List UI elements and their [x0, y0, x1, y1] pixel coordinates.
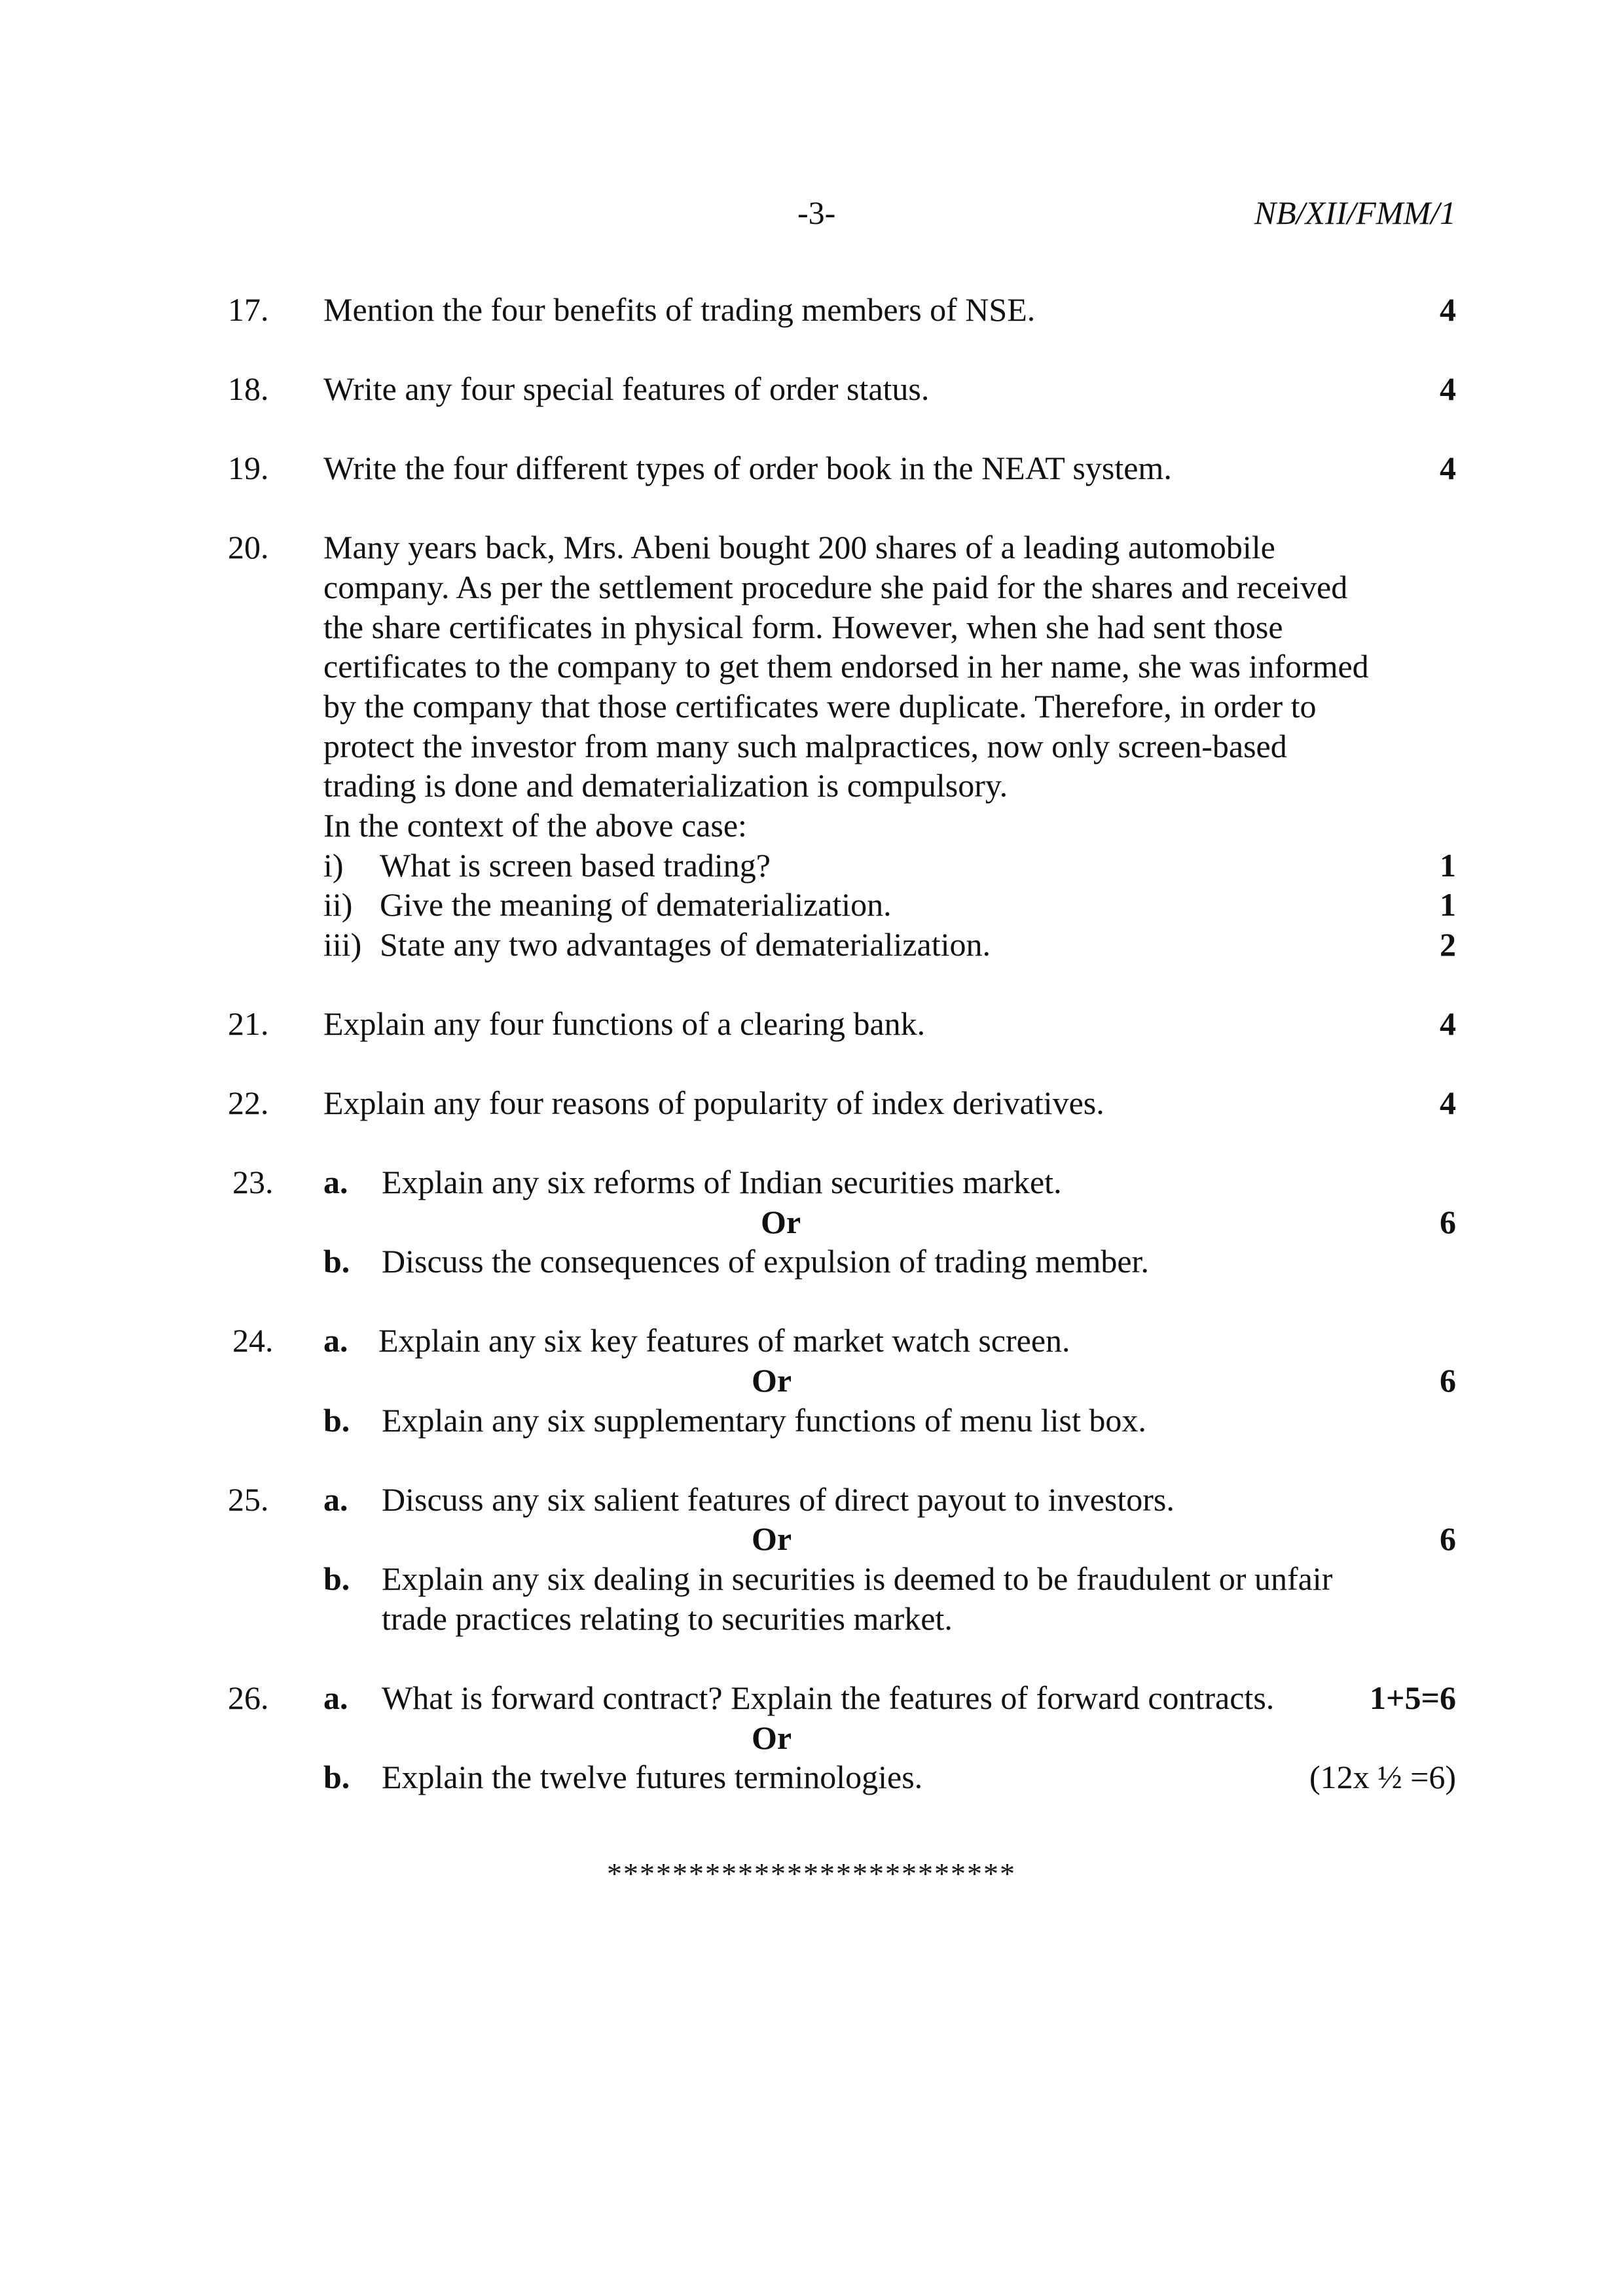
question-number: 19.	[228, 450, 269, 486]
question-number: 23.	[232, 1164, 274, 1200]
option-a-text: What is forward contract? Explain the features of forward contracts.	[382, 1679, 1275, 1716]
question-mark: 4	[1440, 450, 1456, 486]
or-separator: Or	[761, 1204, 801, 1240]
case-line: by the company that those certificates were duplicate. Therefore, in order to	[323, 688, 1317, 725]
question-mark: 4	[1440, 1085, 1456, 1121]
question-mark: 4	[1440, 370, 1456, 407]
or-separator: Or	[752, 1520, 792, 1557]
part-mark: 1	[1440, 886, 1456, 923]
question-text: Mention the four benefits of trading members of NSE.	[323, 291, 1036, 328]
paper-code: NB/XII/FMM/1	[1254, 194, 1456, 231]
option-b-label: b.	[323, 1402, 350, 1439]
option-a-label: a.	[323, 1481, 348, 1518]
part-text: Give the meaning of dematerialization.	[380, 886, 892, 923]
option-a-text: Discuss any six salient features of direct payout to investors.	[382, 1481, 1175, 1518]
question-number: 25.	[228, 1481, 269, 1518]
question-number: 24.	[232, 1322, 274, 1359]
part-mark: 1	[1440, 847, 1456, 884]
question-mark: 4	[1440, 1005, 1456, 1042]
option-a-label: a.	[323, 1164, 348, 1200]
page-number: -3-	[797, 194, 836, 231]
case-line: certificates to the company to get them endorsed in her name, she was informed	[323, 648, 1369, 685]
question-number: 17.	[228, 291, 269, 328]
case-line: In the context of the above case:	[323, 807, 747, 844]
or-separator: Or	[752, 1362, 792, 1399]
option-b-text: Explain the twelve futures terminologies.	[382, 1759, 923, 1795]
option-b-text: Discuss the consequences of expulsion of trading member.	[382, 1243, 1149, 1280]
case-line: protect the investor from many such malpractices, now only screen-based	[323, 728, 1287, 764]
part-label: i)	[323, 847, 344, 884]
option-a-mark: 1+5=6	[1370, 1679, 1456, 1716]
option-a-label: a.	[323, 1679, 348, 1716]
option-b-text: Explain any six supplementary functions of menu list box.	[382, 1402, 1146, 1439]
question-text: Explain any four functions of a clearing bank.	[323, 1005, 926, 1042]
question-mark: 6	[1440, 1362, 1456, 1399]
part-text: What is screen based trading?	[380, 847, 771, 884]
case-line: the share certificates in physical form. However, when she had sent those	[323, 609, 1283, 645]
part-text: State any two advantages of dematerialization.	[380, 926, 991, 963]
option-b-text: Explain any six dealing in securities is deemed to be fraudulent or unfair	[382, 1560, 1333, 1597]
question-mark: 4	[1440, 291, 1456, 328]
question-mark: 6	[1440, 1204, 1456, 1240]
question-number: 26.	[228, 1679, 269, 1716]
option-b-text-continued: trade practices relating to securities market.	[382, 1600, 953, 1637]
question-mark: 6	[1440, 1520, 1456, 1557]
option-b-label: b.	[323, 1243, 350, 1280]
question-number: 18.	[228, 370, 269, 407]
option-b-mark: (12x ½ =6)	[1309, 1759, 1456, 1795]
question-text: Write any four special features of order status.	[323, 370, 930, 407]
or-separator: Or	[752, 1719, 792, 1756]
case-line: trading is done and dematerialization is compulsory.	[323, 767, 1008, 804]
question-number: 21.	[228, 1005, 269, 1042]
option-a-text: Explain any six key features of market watch screen.	[378, 1322, 1070, 1359]
option-b-label: b.	[323, 1759, 350, 1795]
question-text: Explain any four reasons of popularity of index derivatives.	[323, 1085, 1104, 1121]
part-label: ii)	[323, 886, 353, 923]
option-a-text: Explain any six reforms of Indian securities market.	[382, 1164, 1062, 1200]
part-label: iii)	[323, 926, 362, 963]
end-of-paper-stars: *************************	[607, 1857, 1016, 1890]
option-a-label: a.	[323, 1322, 348, 1359]
question-number: 20.	[228, 529, 269, 565]
question-number: 22.	[228, 1085, 269, 1121]
case-line: Many years back, Mrs. Abeni bought 200 shares of a leading automobile	[323, 529, 1275, 565]
part-mark: 2	[1440, 926, 1456, 963]
question-text: Write the four different types of order book in the NEAT system.	[323, 450, 1172, 486]
option-b-label: b.	[323, 1560, 350, 1597]
case-line: company. As per the settlement procedure she paid for the shares and received	[323, 569, 1348, 605]
